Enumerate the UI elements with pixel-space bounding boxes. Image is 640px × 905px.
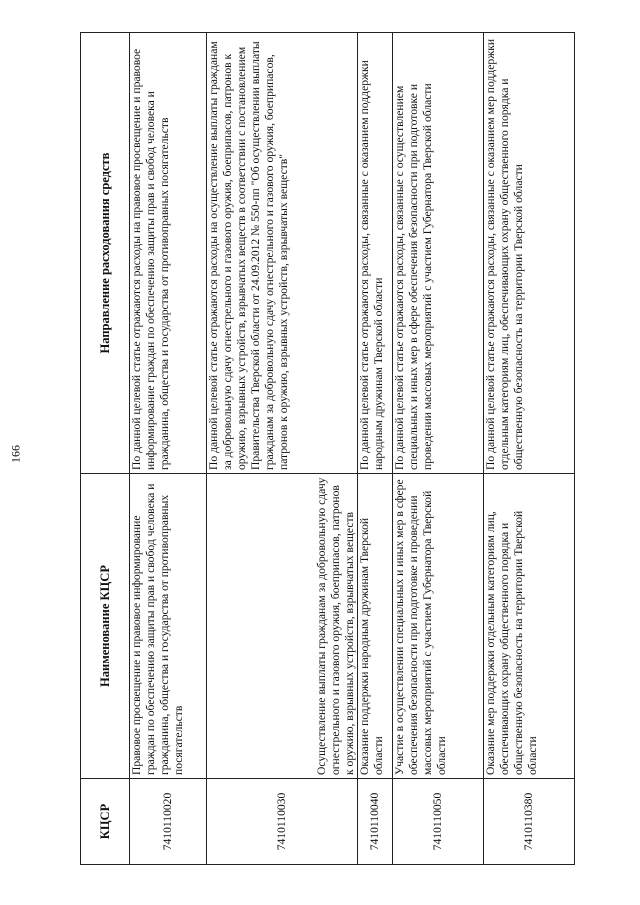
header-code: КЦСР — [81, 779, 130, 865]
row-direction: По данной целевой статье отражаются расходы, связанные с оказанием мер поддержки отдельным категориям лиц, обеспечивающих охрану общественного порядка и общественную безопасность на территории Тверской области — [484, 33, 575, 474]
page-number: 166 — [8, 445, 23, 463]
budget-classification-table — [80, 32, 575, 865]
table-header-row — [81, 33, 130, 865]
header-name: Наименование КЦСР — [81, 474, 130, 779]
table-row — [130, 33, 207, 865]
row-code: 7410110040 — [358, 779, 393, 865]
row-code: 7410110020 — [130, 779, 207, 865]
row-name: Участие в осуществлении специальных и иных мер в сфере обеспечения безопасности при подготовке и проведении массовых мероприятий с участием Губернатора Тверской области — [393, 474, 484, 779]
row-name: Оказание мер поддержки отдельным категориям лиц, обеспечивающих охрану общественного порядка и общественную безопасность на территории Тверской области — [484, 474, 575, 779]
table-row — [207, 33, 358, 865]
table-row — [358, 33, 393, 865]
row-code: 7410110030 — [207, 779, 358, 865]
table-row — [393, 33, 484, 865]
row-code: 7410110050 — [393, 779, 484, 865]
header-direction: Направление расходования средств — [81, 33, 130, 474]
row-name: Правовое просвещение и правовое информирование граждан по обеспечению защиты прав и свобод человека и гражданина, общества и государства от противоправных посягательств — [130, 474, 207, 779]
row-direction: По данной целевой статье отражаются расходы на осуществление выплаты гражданам за добровольную сдачу огнестрельного и газового оружия, боеприпасов, патронов к оружию, взрывных устройств, взрывчатых веществ в соответствии с постановлением Правительства Тверской области от 24.09.2012 № 550-пп "Об осуществлении выплаты гражданам за добровольную сдачу огнестрельного и газового оружия, боеприпасов, патронов к оружию, взрывных устройств, взрывчатых веществ" — [207, 33, 358, 474]
row-name: Оказание поддержки народным дружинам Тверской области — [358, 474, 393, 779]
row-name: Осуществление выплаты гражданам за добровольную сдачу огнестрельного и газового оружия, боеприпасов, патронов к оружию, взрывных устройств, взрывчатых веществ — [207, 474, 358, 779]
row-direction: По данной целевой статье отражаются расходы на правовое просвещение и правовое информирование граждан по обеспечению защиты прав и свобод человека и гражданина, общества и государства от противоправных посягательств — [130, 33, 207, 474]
row-direction: По данной целевой статье отражаются расходы, связанные с оказанием поддержки народным дружинам Тверской области — [358, 33, 393, 474]
rotated-page-content — [80, 33, 570, 865]
table-row — [484, 33, 575, 865]
row-direction: По данной целевой статье отражаются расходы, связанные с осуществлением специальных и иных мер в сфере обеспечения безопасности при подготовке и проведении массовых мероприятий с участием Губернатора Тверской области — [393, 33, 484, 474]
row-code: 7410110380 — [484, 779, 575, 865]
